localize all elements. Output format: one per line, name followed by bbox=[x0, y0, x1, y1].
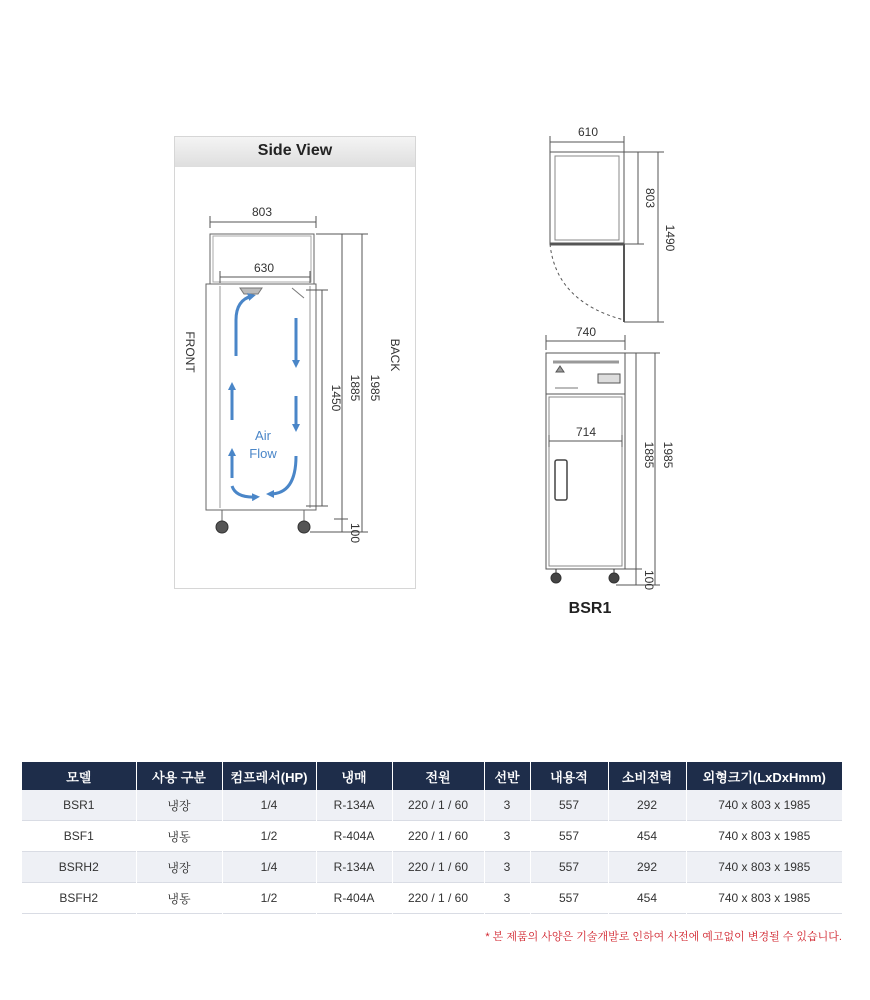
header-consumption: 소비전력 bbox=[608, 762, 686, 790]
cell-dimensions: 740 x 803 x 1985 bbox=[686, 883, 842, 914]
front-dim-714-label: 714 bbox=[575, 425, 597, 439]
top-dim-lines bbox=[550, 136, 664, 322]
front-dim-1885-label: 1885 bbox=[642, 441, 656, 469]
cell-compressor: 1/2 bbox=[222, 821, 316, 852]
header-shelves: 선반 bbox=[484, 762, 530, 790]
front-view-drawing bbox=[530, 320, 680, 595]
cell-dimensions: 740 x 803 x 1985 bbox=[686, 790, 842, 821]
model-name-label: BSR1 bbox=[568, 600, 612, 617]
cell-shelves: 3 bbox=[484, 883, 530, 914]
top-dim-610-label: 610 bbox=[577, 125, 599, 139]
cell-refrigerant: R-404A bbox=[316, 821, 392, 852]
table-row bbox=[22, 790, 842, 821]
table-row bbox=[22, 883, 842, 914]
front-dim-100-label: 100 bbox=[642, 569, 656, 591]
cell-model: BSF1 bbox=[22, 821, 136, 852]
cell-consumption: 292 bbox=[608, 790, 686, 821]
spec-table bbox=[22, 762, 842, 914]
cell-usage: 냉장 bbox=[136, 852, 222, 883]
header-refrigerant: 냉매 bbox=[316, 762, 392, 790]
cell-capacity: 557 bbox=[530, 790, 608, 821]
front-casters bbox=[551, 569, 619, 583]
air-flow-label-2: Flow bbox=[249, 446, 277, 461]
cell-consumption: 454 bbox=[608, 883, 686, 914]
dim-1985-label: 1985 bbox=[368, 374, 382, 402]
side-cabinet bbox=[206, 234, 316, 510]
top-view-outline bbox=[550, 152, 624, 322]
cell-compressor: 1/4 bbox=[222, 790, 316, 821]
cell-usage: 냉장 bbox=[136, 790, 222, 821]
cell-usage: 냉동 bbox=[136, 883, 222, 914]
cell-power: 220 / 1 / 60 bbox=[392, 790, 484, 821]
top-dim-803-label: 803 bbox=[643, 187, 657, 209]
dim-803-label: 803 bbox=[251, 205, 273, 219]
table-row bbox=[22, 852, 842, 883]
cell-power: 220 / 1 / 60 bbox=[392, 852, 484, 883]
cell-capacity: 557 bbox=[530, 883, 608, 914]
cell-compressor: 1/2 bbox=[222, 883, 316, 914]
cell-refrigerant: R-134A bbox=[316, 790, 392, 821]
cell-shelves: 3 bbox=[484, 821, 530, 852]
back-label: BACK bbox=[388, 338, 402, 372]
air-flow-arrows bbox=[232, 296, 296, 497]
dim-100-label: 100 bbox=[348, 522, 362, 544]
side-view-title: Side View bbox=[257, 142, 333, 159]
header-power: 전원 bbox=[392, 762, 484, 790]
front-dim-740-label: 740 bbox=[575, 325, 597, 339]
top-view-drawing bbox=[530, 115, 680, 330]
cell-shelves: 3 bbox=[484, 790, 530, 821]
dim-1450-label: 1450 bbox=[329, 384, 343, 412]
cell-capacity: 557 bbox=[530, 852, 608, 883]
cell-dimensions: 740 x 803 x 1985 bbox=[686, 852, 842, 883]
header-model: 모델 bbox=[22, 762, 136, 790]
dim-630-label: 630 bbox=[253, 261, 275, 275]
cell-power: 220 / 1 / 60 bbox=[392, 883, 484, 914]
cell-refrigerant: R-404A bbox=[316, 883, 392, 914]
air-flow-label-1: Air bbox=[255, 428, 271, 443]
cell-compressor: 1/4 bbox=[222, 852, 316, 883]
header-compressor: 컴프레서(HP) bbox=[222, 762, 316, 790]
dim-1885-label: 1885 bbox=[348, 374, 362, 402]
front-dim-1985-label: 1985 bbox=[661, 441, 675, 469]
side-view-drawing bbox=[174, 136, 414, 587]
cell-consumption: 454 bbox=[608, 821, 686, 852]
cell-model: BSR1 bbox=[22, 790, 136, 821]
cell-consumption: 292 bbox=[608, 852, 686, 883]
cell-model: BSRH2 bbox=[22, 852, 136, 883]
cell-dimensions: 740 x 803 x 1985 bbox=[686, 821, 842, 852]
top-dim-1490-label: 1490 bbox=[663, 224, 677, 252]
cell-shelves: 3 bbox=[484, 852, 530, 883]
cell-refrigerant: R-134A bbox=[316, 852, 392, 883]
cell-capacity: 557 bbox=[530, 821, 608, 852]
table-row bbox=[22, 821, 842, 852]
spec-footnote: * 본 제품의 사양은 기술개발로 인하여 사전에 예고없이 변경될 수 있습니다. bbox=[485, 931, 842, 943]
header-dimensions: 외형크기(LxDxHmm) bbox=[686, 762, 842, 790]
cell-power: 220 / 1 / 60 bbox=[392, 821, 484, 852]
cell-model: BSFH2 bbox=[22, 883, 136, 914]
front-cabinet bbox=[546, 353, 625, 569]
front-label: FRONT bbox=[183, 331, 197, 373]
header-capacity: 내용적 bbox=[530, 762, 608, 790]
cell-usage: 냉동 bbox=[136, 821, 222, 852]
spec-table-header-row bbox=[22, 762, 842, 790]
side-casters bbox=[216, 510, 310, 533]
header-usage: 사용 구분 bbox=[136, 762, 222, 790]
